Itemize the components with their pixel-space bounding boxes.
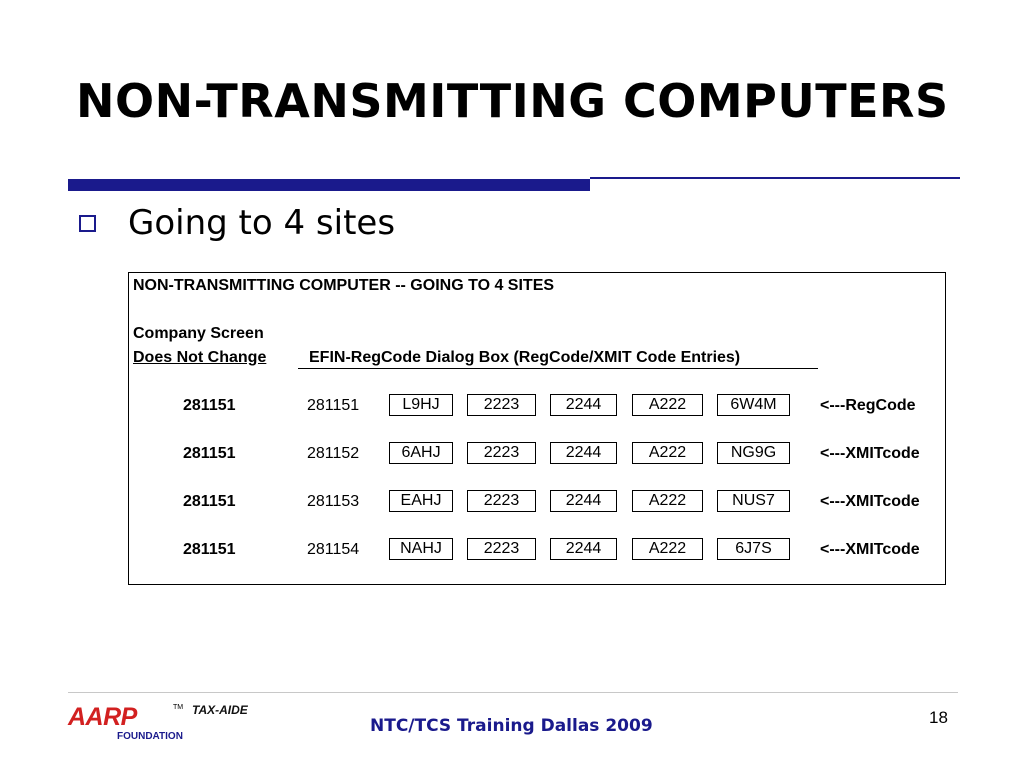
code-cell: L9HJ [389, 394, 453, 416]
efin-value: 281153 [307, 493, 360, 510]
code-cell: NUS7 [717, 490, 790, 512]
code-cell: 6AHJ [389, 442, 453, 464]
code-cell: 2223 [467, 538, 536, 560]
dialog-header-underline [298, 368, 818, 369]
bullet-text: Going to 4 sites [128, 203, 396, 243]
code-cell: 2244 [550, 394, 617, 416]
aarp-logo: AARP [68, 703, 137, 731]
aarp-foundation-label: FOUNDATION [117, 731, 183, 742]
company-efin: 281151 [183, 541, 236, 558]
code-type-note: <---XMITcode [820, 541, 920, 558]
square-bullet-icon [79, 215, 96, 232]
aarp-logo-tm: TM [173, 704, 184, 711]
code-type-note: <---RegCode [820, 397, 916, 414]
footer-text: NTC/TCS Training Dallas 2009 [370, 716, 653, 736]
company-screen-label: Company Screen [133, 325, 264, 342]
does-not-change-label: Does Not Change [133, 349, 267, 366]
code-cell: A222 [632, 490, 703, 512]
code-type-note: <---XMITcode [820, 445, 920, 462]
company-efin: 281151 [183, 493, 236, 510]
slide-title: NON-TRANSMITTING COMPUTERS [76, 74, 949, 128]
code-cell: NG9G [717, 442, 790, 464]
code-cell: 2244 [550, 538, 617, 560]
efin-value: 281151 [307, 397, 360, 414]
code-cell: 2223 [467, 394, 536, 416]
code-cell: 2223 [467, 490, 536, 512]
code-cell: 2223 [467, 442, 536, 464]
efin-value: 281154 [307, 541, 360, 558]
footer-divider [68, 692, 958, 693]
tax-aide-logo: TAX-AIDE [192, 703, 248, 717]
company-efin: 281151 [183, 397, 236, 414]
title-rule-thin [590, 177, 960, 179]
code-cell: NAHJ [389, 538, 453, 560]
code-cell: EAHJ [389, 490, 453, 512]
title-rule-thick [68, 179, 590, 191]
efin-value: 281152 [307, 445, 360, 462]
code-type-note: <---XMITcode [820, 493, 920, 510]
page-number: 18 [929, 708, 948, 727]
code-cell: A222 [632, 538, 703, 560]
code-cell: 2244 [550, 442, 617, 464]
code-cell: 6J7S [717, 538, 790, 560]
code-cell: A222 [632, 442, 703, 464]
table-frame [128, 272, 946, 585]
code-cell: A222 [632, 394, 703, 416]
code-cell: 2244 [550, 490, 617, 512]
table-heading: NON-TRANSMITTING COMPUTER -- GOING TO 4 SITES [133, 277, 555, 294]
dialog-box-header: EFIN-RegCode Dialog Box (RegCode/XMIT Code Entries) [309, 349, 741, 366]
company-efin: 281151 [183, 445, 236, 462]
code-cell: 6W4M [717, 394, 790, 416]
